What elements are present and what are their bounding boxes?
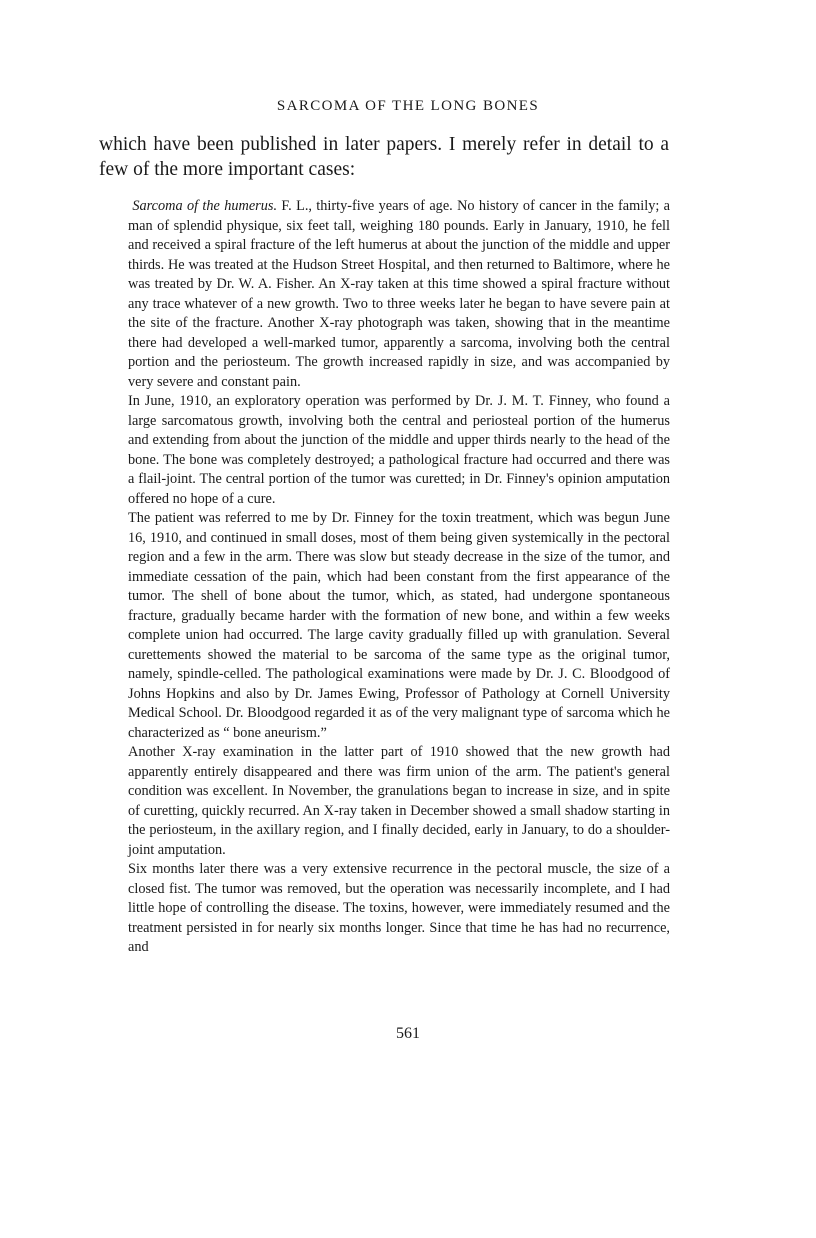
paragraph-5: Six months later there was a very extensive recurrence in the pectoral muscle, the size of a closed fist. The tumor was removed, but the operation was necessarily incomplete, and I had little hope of controlling the disease. The toxins, however, were immediately resumed and the treatment persisted in for nearly six months longer. Since that time he has had no recurrence, and — [128, 861, 670, 955]
paragraph-3: The patient was referred to me by Dr. Finney for the toxin treatment, which was begun June 16, 1910, and continued in small doses, most of them being given systemically in the pectoral region and a few in the arm. There was slow but steady decrease in the size of the tumor, and immediate cessation of the pain, which had been constant from the first appearance of the tumor. The shell of bone about the tumor, which, as stated, had undergone spontaneous fracture, gradually became harder with the formation of new bone, and within a few weeks complete union had occurred. The large cavity gradually filled up with granulation. Several curettements showed the material to be sarcoma of the same type as the original tumor, namely, spindle-celled. The pathological examinations were made by Dr. J. C. Bloodgood of Johns Hopkins and also by Dr. James Ewing, Professor of Pathology at Cornell University Medical School. Dr. Bloodgood regarded it as of the very malignant type of sarcoma which he characterized as “ bone aneurism.” — [128, 510, 670, 741]
case-heading: Sarcoma of the humerus. — [132, 198, 278, 214]
lead-paragraph: which have been published in later papers. I merely refer in detail to a few of the more important cases: — [99, 134, 669, 180]
paragraph-1 — [128, 197, 670, 392]
paragraph-2: In June, 1910, an exploratory operation was performed by Dr. J. M. T. Finney, who found a large sarcomatous growth, involving both the central and periosteal portion of the humerus and extending from about the junction of the middle and upper thirds nearly to the head of the bone. The bone was completely destroyed; a pathological fracture had occurred and there was a flail-joint. The central portion of the tumor was curetted; in Dr. Finney's opinion amputation offered no hope of a cure. — [128, 393, 670, 507]
case-report — [128, 197, 670, 958]
page-number: 561 — [396, 1025, 420, 1042]
paragraph-4: Another X-ray examination in the latter part of 1910 showed that the new growth had apparently entirely disappeared and there was firm union of the arm. The patient's general condition was excellent. In November, the granulations began to increase in size, and in spite of curetting, quickly recurred. An X-ray taken in December showed a small shadow starting in the periosteum, in the axillary region, and I finally decided, early in January, to do a shoulder-joint amputation. — [128, 744, 670, 858]
running-head: SARCOMA OF THE LONG BONES — [276, 98, 540, 114]
paragraph-1-text: F. L., thirty-five years of age. No history of cancer in the family; a man of splendid physique, six feet tall, weighing 180 pounds. Early in January, 1910, he fell and received a spiral fracture of the left humerus at about the junction of the middle and upper thirds. He was treated at the Hudson Street Hospital, and then returned to Baltimore, where he was treated by Dr. W. A. Fisher. An X-ray taken at this time showed a spiral fracture without any trace whatever of a new growth. Two to three weeks later he began to have severe pain at the site of the fracture. Another X-ray photograph was taken, showing that in the meantime there had developed a well-marked tumor, apparently a sarcoma, involving both the central portion and the periosteum. The growth increased rapidly in size, and was accompanied by very severe and constant pain. — [128, 198, 670, 390]
